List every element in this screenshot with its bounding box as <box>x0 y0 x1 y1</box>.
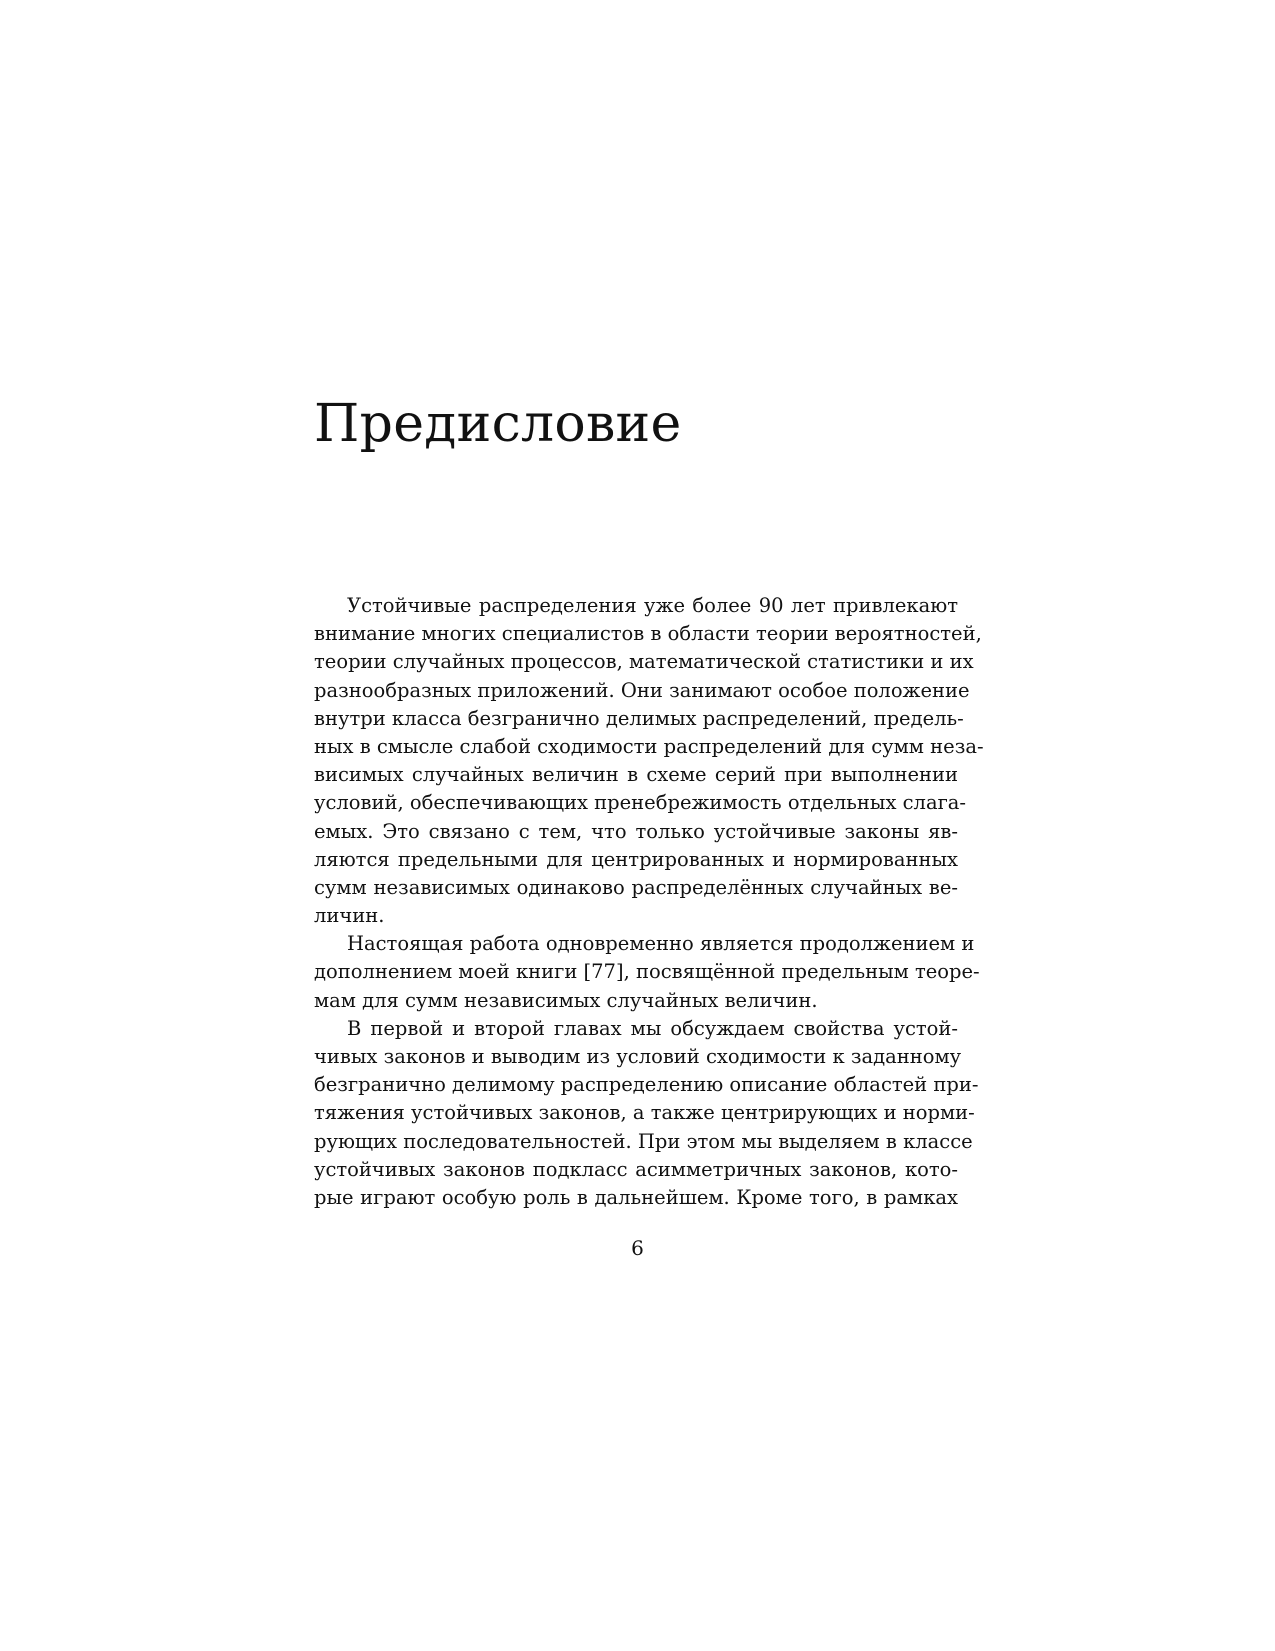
text-line: В первой и второй главах мы обсуждаем свойства устой- <box>347 1016 958 1040</box>
chapter-title: Предисловие <box>314 394 682 454</box>
text-line: сумм независимых одинаково распределённых случайных ве- <box>314 875 958 899</box>
text-line: безгранично делимому распределению описание областей при- <box>314 1073 979 1097</box>
text-line: емых. Это связано с тем, что только устойчивые законы яв- <box>314 819 958 843</box>
page-number: 6 <box>631 1236 644 1260</box>
text-line: рующих последовательностей. При этом мы выделяем в классе <box>314 1129 973 1153</box>
text-line: Устойчивые распределения уже более 90 лет привлекают <box>347 594 958 617</box>
text-line: чивых законов и выводим из условий сходимости к заданному <box>314 1045 962 1068</box>
text-line: внимание многих специалистов в области теории вероятностей, <box>314 622 982 646</box>
text-line: теории случайных процессов, математической статистики и их <box>314 650 974 674</box>
body-text <box>314 592 984 1212</box>
text-line: ляются предельными для центрированных и нормированных <box>314 847 958 871</box>
text-line: тяжения устойчивых законов, а также центрирующих и норми- <box>314 1101 975 1125</box>
text-line: устойчивых законов подкласс асимметричных законов, кото- <box>314 1157 958 1181</box>
text-line: внутри класса безгранично делимых распределений, предель- <box>314 706 964 730</box>
text-line: разнообразных приложений. Они занимают особое положение <box>314 678 970 702</box>
text-line: рые играют особую роль в дальнейшем. Кроме того, в рамках <box>314 1185 958 1209</box>
text-line: дополнением моей книги [77], посвящённой предельным теоре- <box>314 960 980 984</box>
text-line: висимых случайных величин в схеме серий при выполнении <box>314 763 958 787</box>
text-line: ных в смысле слабой сходимости распределений для сумм неза- <box>314 734 984 758</box>
text-line: личин. <box>314 904 385 928</box>
text-line: мам для сумм независимых случайных величин. <box>314 988 818 1012</box>
text-line: Настоящая работа одновременно является продолжением и <box>347 932 975 956</box>
text-line: условий, обеспечивающих пренебрежимость отдельных слага- <box>314 791 967 815</box>
